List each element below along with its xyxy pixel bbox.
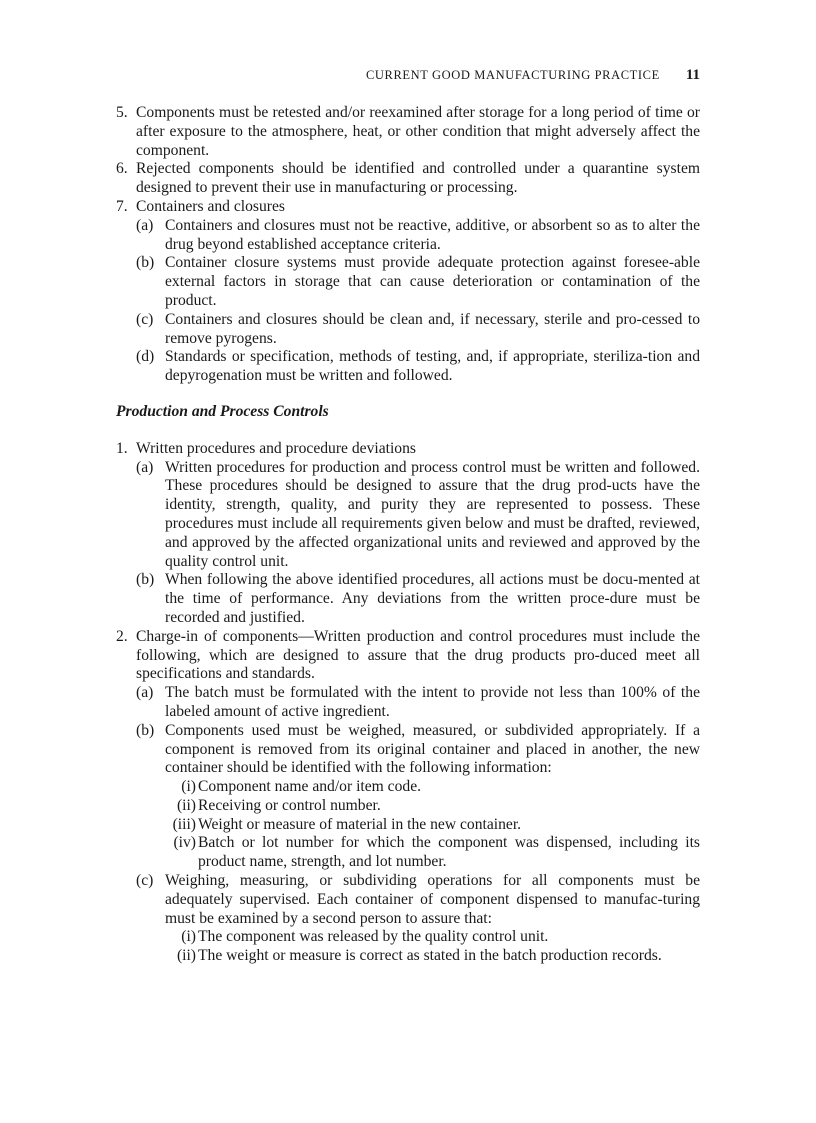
components-list [116, 104, 700, 386]
page-number: 11 [685, 67, 700, 83]
list-item-number: 1. [116, 439, 128, 457]
sub-list-item-text: Components used must be weighed, measured, or subdivided appropriately. If a component is removed from its original container and placed in another, the new container should be identified with the following information: [165, 721, 700, 777]
sub-list-item-label: (a) [136, 458, 154, 476]
roman-list-item [164, 778, 700, 797]
roman-list-item-text: Component name and/or item code. [198, 778, 422, 796]
sub-list-item [136, 217, 700, 255]
sub-list-item-text: The batch must be formulated with the intent to provide not less than 100% of the labeled amount of active ingredient. [165, 684, 700, 720]
sub-list-item-label: (a) [136, 216, 154, 234]
roman-list-item-text: Receiving or control number. [198, 796, 381, 814]
list-item [116, 440, 700, 459]
roman-list-item-label: (iv) [173, 834, 196, 852]
roman-list-item-text: Batch or lot number for which the component was dispensed, including its product name, strength, and lot number. [198, 834, 700, 871]
list-item-text: Charge-in of components—Written production and control procedures must include the following, which are designed to assure that the drug products pro-duced meet all specifications and standards. [136, 627, 700, 683]
list-item-number: 5. [116, 104, 128, 121]
sub-list-item-label: (d) [136, 348, 155, 366]
sub-list-item-label: (c) [136, 310, 154, 328]
body-text [116, 104, 700, 966]
roman-list-item-text: Weight or measure of material in the new container. [198, 815, 522, 833]
roman-list-item-text: The weight or measure is correct as stated in the batch production records. [198, 947, 662, 965]
sub-list-item-text: Containers and closures should be clean and, if necessary, sterile and pro-cessed to remove pyrogens. [165, 310, 700, 347]
list-item-text: Written procedures and procedure deviations [136, 439, 416, 457]
list-item-number: 2. [116, 627, 128, 645]
sub-list-item [136, 254, 700, 310]
sub-list-item [136, 311, 700, 349]
roman-list-item-label: (iii) [172, 815, 196, 833]
sub-list-item-text: Weighing, measuring, or subdividing operations for all components must be adequately supervised. Each container of component dispensed to manufac-turing must be examined by a second person to assure that: [165, 872, 700, 927]
sub-list-item [136, 684, 700, 722]
production-controls-list [116, 440, 700, 966]
roman-list-item-label: (ii) [176, 947, 196, 965]
roman-list-item [164, 928, 700, 947]
list-item-text: Containers and closures [136, 197, 285, 215]
roman-list-item [164, 816, 700, 835]
roman-list-item [164, 947, 700, 966]
roman-list-item-label: (ii) [176, 796, 196, 814]
sub-list-item-label: (b) [136, 571, 155, 589]
sub-list-item-text: Container closure systems must provide adequate protection against foresee-able external factors in storage that can cause deterioration or contamination of the product. [165, 254, 700, 309]
list-item [116, 160, 700, 198]
list-item [116, 628, 700, 684]
list-item [116, 198, 700, 217]
sub-list-item [136, 722, 700, 778]
sub-list-item [136, 348, 700, 386]
sub-list-item-label: (b) [136, 254, 155, 272]
roman-list-item-text: The component was released by the quality control unit. [198, 928, 549, 946]
list-item-text: Rejected components should be identified and controlled under a quarantine system designed to prevent their use in manufacturing or processing. [136, 160, 700, 197]
sub-list-item-text: Standards or specification, methods of testing, and, if appropriate, steriliza-tion and depyrogenation must be written and followed. [165, 348, 700, 385]
sub-list-item-label: (b) [136, 721, 155, 739]
roman-list-item [164, 797, 700, 816]
list-item-text: Components must be retested and/or reexamined after storage for a long period of time or after exposure to the atmosphere, heat, or other condition that might adversely affect the component. [136, 104, 700, 159]
sub-list-item [136, 571, 700, 627]
list-item-number: 6. [116, 160, 128, 178]
roman-list-item-label: (i) [181, 928, 196, 946]
sub-list-item [136, 459, 700, 572]
sub-list-item-text: Containers and closures must not be reactive, additive, or absorbent so as to alter the drug beyond established acceptance criteria. [165, 216, 700, 253]
running-header [116, 66, 700, 85]
section-heading: Production and Process Controls [116, 402, 329, 420]
sub-list-item-text: Written procedures for production and process control must be written and followed. These procedures should be designed to assure that the drug prod-ucts have the identity, strength, quality, and purity they are represented to possess. These procedures must include all requirements given below and must be drafted, reviewed, and approved by the affected organizational units and reviewed and approved by the quality control unit. [165, 458, 700, 570]
roman-list-item-label: (i) [181, 778, 196, 796]
running-title: CURRENT GOOD MANUFACTURING PRACTICE [365, 68, 660, 82]
roman-list-item [164, 834, 700, 872]
sub-list-item-text: When following the above identified procedures, all actions must be docu-mented at the time of performance. Any deviations from the written proce-dure must be recorded and justified. [165, 571, 700, 626]
sub-list-item-label: (c) [136, 872, 154, 890]
list-item-number: 7. [116, 197, 128, 215]
sub-list-item-label: (a) [136, 684, 154, 702]
list-item [116, 104, 700, 160]
sub-list-item [136, 872, 700, 928]
